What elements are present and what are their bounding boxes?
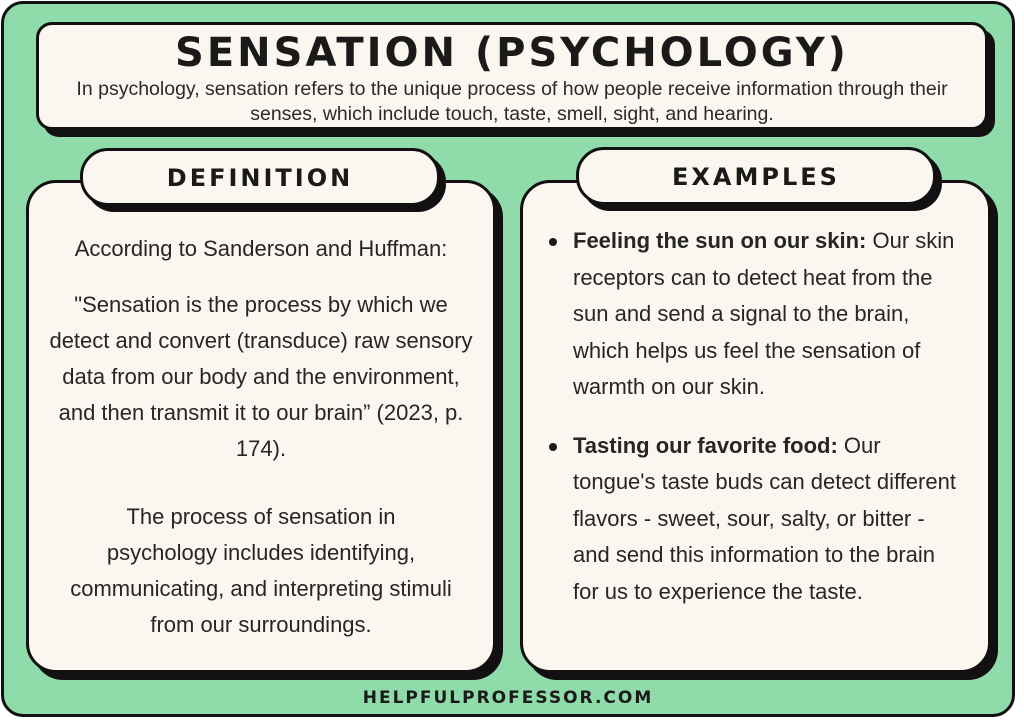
definition-intro: According to Sanderson and Huffman: — [74, 236, 448, 261]
page-subtitle: In psychology, sensation refers to the unique process of how people receive information through their senses, which include touch, taste, smell, sight, and hearing. — [76, 78, 948, 125]
definition-panel — [26, 180, 496, 673]
examples-heading: EXAMPLES — [576, 147, 936, 205]
examples-list — [549, 223, 966, 632]
footer-site: HELPFULPROFESSOR.COM — [362, 688, 654, 708]
bullet-icon — [549, 443, 557, 451]
example-term: Feeling the sun on our skin: — [573, 228, 867, 253]
page-title: SENSATION (PSYCHOLOGY) — [175, 30, 849, 76]
list-item — [549, 223, 966, 406]
definition-quote: "Sensation is the process by which we detect and convert (transduce) raw sensory data from our body and the environment, and then transmit it to our brain” (2023, p. 174). — [49, 292, 473, 461]
definition-heading: DEFINITION — [80, 148, 440, 206]
list-item — [549, 428, 966, 611]
example-term: Tasting our favorite food: — [573, 432, 838, 458]
definition-body: The process of sensation in psychology includes identifying, communicating, and interpreting stimuli from our surroundings. — [70, 504, 452, 637]
examples-panel — [520, 180, 991, 673]
header-card — [36, 22, 988, 130]
example-text: Our skin receptors can to detect heat from the sun and send a signal to the brain, which helps us feel the sensation of warmth on our skin. — [573, 228, 955, 399]
example-text: Our tongue's taste buds can detect different flavors - sweet, sour, salty, or bitter - and send this information to the brain for us to experience the taste. — [573, 432, 956, 604]
bullet-icon — [549, 238, 557, 246]
